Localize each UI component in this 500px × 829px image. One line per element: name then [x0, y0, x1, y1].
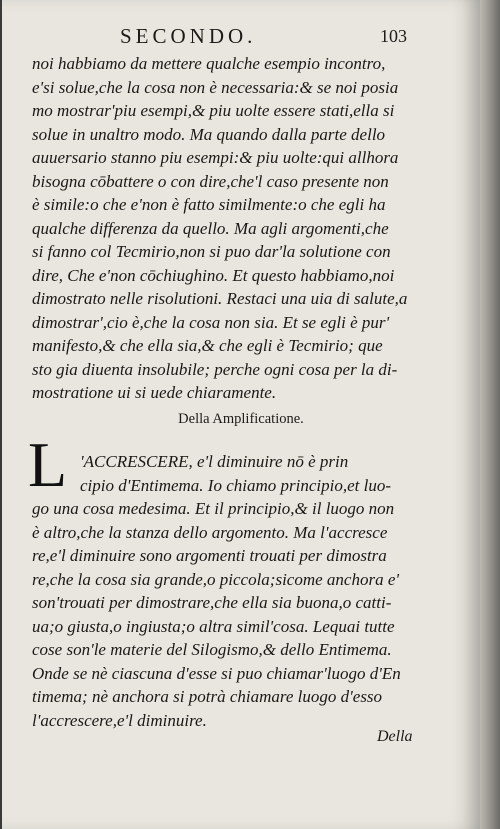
book-page: [2, 0, 480, 829]
text-line: è simile:o che e'non è fatto similmente:o che egli ha: [32, 195, 386, 214]
text-line: cose son'le materie del Silogismo,& dello Entimema.: [32, 640, 392, 659]
text-line: si fanno col Tecmirio,non si puo dar'la solutione con: [32, 242, 391, 261]
text-line: e'si solue,che la cosa non è necessaria:& se noi posia: [32, 77, 399, 97]
running-head: [2, 24, 480, 50]
text-line: dimostrar',cio è,che la cosa non sia. Et se egli è pur': [32, 312, 390, 332]
text-line: ua;o giusta,o ingiusta;o altra simil'cosa. Lequai tutte: [32, 616, 395, 636]
text-line: re,che la cosa sia grande,o piccola;sicome anchora e': [32, 569, 400, 589]
text-line: go una cosa medesima. Et il principio,& il luogo non: [32, 499, 395, 518]
page-edge-shadow: [480, 0, 500, 829]
text-line: 'ACCRESCERE, e'l diminuire nō è prin: [80, 452, 349, 471]
text-line: Onde se nè ciascuna d'esse si puo chiamar'luogo d'En: [32, 663, 401, 683]
text-line: qualche differenza da quello. Ma agli argomenti,che: [32, 218, 389, 238]
text-line: timema; nè anchora si potrà chiamare luogo d'esso: [32, 687, 383, 706]
text-line: è altro,che la stanza dello argomento. Ma l'accresce: [32, 522, 388, 542]
text-line: solue in unaltro modo. Ma quando dalla parte dello: [32, 124, 386, 144]
text-line: mo mostrar'piu esempi,& piu uolte essere stati,ella si: [32, 101, 395, 120]
text-line: bisogna cōbattere o con dire,che'l caso presente non: [32, 171, 389, 191]
drop-cap-initial: L: [28, 429, 68, 500]
paragraph-1: [32, 52, 424, 405]
text-line: re,e'l diminuire sono argomenti trouati per dimostra: [32, 546, 387, 565]
text-line: son'trouati per dimostrare,che ella sia buona,o catti-: [32, 593, 392, 612]
catchword: Della: [377, 728, 413, 745]
text-line: auuersario stanno piu esempi:& piu uolte:qui allhora: [32, 148, 399, 167]
text-line: cipio d'Entimema. Io chiamo principio,et luo-: [80, 475, 391, 495]
section-heading: Della Amplificatione.: [178, 411, 304, 427]
text-line: dire, Che e'non cōchiughino. Et questo habbiamo,noi: [32, 265, 395, 285]
paragraph-2: [32, 450, 424, 732]
running-title: SECONDO.: [120, 24, 257, 48]
page-number: 103: [380, 26, 407, 46]
text-line: manifesto,& che ella sia,& che egli è Tecmirio; que: [32, 336, 383, 355]
text-line: noi habbiamo da mettere qualche esempio incontro,: [32, 54, 386, 73]
text-line: l'accrescere,e'l diminuire.: [32, 710, 207, 730]
text-line: sto gia diuenta insolubile; perche ogni cosa per la di-: [32, 359, 398, 379]
text-line: mostratione ui si uede chiaramente.: [32, 383, 277, 402]
text-line: dimostrato nelle risolutioni. Restaci una uia di salute,a: [32, 289, 408, 308]
